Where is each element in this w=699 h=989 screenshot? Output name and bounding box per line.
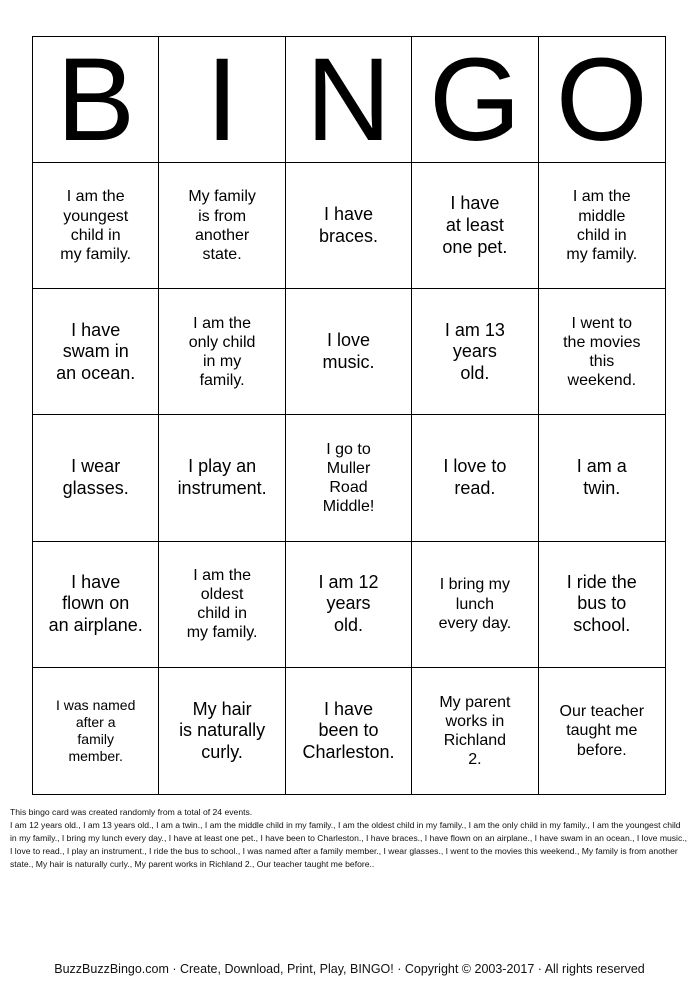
bingo-card bbox=[32, 36, 666, 795]
header-letter-o bbox=[539, 37, 665, 163]
bingo-cell[interactable] bbox=[159, 163, 285, 289]
bingo-cell-text: I went to the movies this weekend. bbox=[563, 314, 641, 390]
bingo-cell[interactable] bbox=[412, 542, 538, 668]
header-letter: O bbox=[555, 37, 648, 164]
bingo-cell-text: I love to read. bbox=[443, 456, 507, 499]
bingo-cell-text: I am 12 years old. bbox=[318, 571, 379, 636]
bingo-cell-text: I have swam in an ocean. bbox=[56, 319, 136, 383]
bingo-cell[interactable] bbox=[286, 163, 412, 289]
bingo-cell[interactable] bbox=[33, 289, 159, 415]
bingo-cell-text: I am the oldest child in my family. bbox=[186, 566, 258, 642]
header-letter: N bbox=[305, 37, 392, 164]
bingo-cell[interactable] bbox=[33, 415, 159, 541]
bingo-cell-text: I have been to Charleston. bbox=[302, 698, 395, 762]
bingo-cell-text: I ride the bus to school. bbox=[566, 571, 637, 636]
bingo-cell-text: I am the middle child in my family. bbox=[566, 188, 638, 263]
header-letter: G bbox=[428, 37, 521, 164]
page-footer: BuzzBuzzBingo.com · Create, Download, Print, Play, BINGO! · Copyright © 2003-2017 · All rights reserved bbox=[54, 962, 645, 976]
bingo-cell[interactable] bbox=[286, 415, 412, 541]
bingo-cell-text: I have flown on an airplane. bbox=[48, 571, 143, 636]
bingo-cell[interactable] bbox=[159, 668, 285, 794]
bingo-cell-text: My parent works in Richland 2. bbox=[439, 693, 511, 769]
bingo-cell-text: I am the only child in my family. bbox=[188, 314, 256, 390]
description-intro: This bingo card was created randomly from a total of 24 events. bbox=[10, 807, 253, 817]
header-letter-b bbox=[33, 37, 159, 163]
bingo-cell[interactable] bbox=[159, 542, 285, 668]
bingo-cell[interactable] bbox=[412, 289, 538, 415]
bingo-cell[interactable] bbox=[412, 415, 538, 541]
bingo-cell-text: I go to Muller Road Middle! bbox=[322, 440, 375, 516]
bingo-cell[interactable] bbox=[539, 668, 665, 794]
bingo-cell[interactable] bbox=[33, 542, 159, 668]
bingo-cell[interactable] bbox=[159, 289, 285, 415]
bingo-cell-text: I am 13 years old. bbox=[444, 319, 505, 383]
bingo-cell[interactable] bbox=[539, 415, 665, 541]
bingo-cell[interactable] bbox=[539, 163, 665, 289]
description-events: I am 12 years old., I am 13 years old., I am a twin., I am the middle child in my family., I am the oldest child in my family., I am the only child in my family., I am the youngest child in my family., I bring my lunch every day., I have at least one pet., I have been to Charleston., I have braces., I have flown on an airplane., I have swam in an ocean., I love music., I love to read., I play an instrument., I ride the bus to school., I was named after a family member., I wear glasses., I went to the movies this weekend., My family is from another state., My hair is naturally curly., My parent works in Richland 2., Our teacher taught me before.. bbox=[10, 820, 688, 869]
bingo-cell-text: My family is from another state. bbox=[188, 188, 256, 263]
card-description bbox=[10, 806, 689, 871]
bingo-cell-text: I play an instrument. bbox=[177, 456, 267, 499]
bingo-cell-text: I was named after a family member. bbox=[56, 697, 136, 764]
header-letter: B bbox=[56, 37, 136, 164]
bingo-cell-text: My hair is naturally curly. bbox=[179, 698, 266, 762]
bingo-cell-text: I have braces. bbox=[318, 204, 378, 246]
header-letter: I bbox=[205, 37, 239, 164]
header-letter-i bbox=[159, 37, 285, 163]
bingo-cell[interactable] bbox=[412, 163, 538, 289]
bingo-cell-text: I am a twin. bbox=[576, 456, 627, 499]
bingo-cell[interactable] bbox=[412, 668, 538, 794]
bingo-cell[interactable] bbox=[33, 668, 159, 794]
bingo-cell-text: I am the youngest child in my family. bbox=[60, 188, 132, 263]
bingo-cell-text: Our teacher taught me before. bbox=[559, 703, 645, 759]
bingo-cell[interactable] bbox=[159, 415, 285, 541]
bingo-cell[interactable] bbox=[33, 163, 159, 289]
bingo-cell-text: I love music. bbox=[322, 330, 375, 372]
bingo-cell[interactable] bbox=[286, 668, 412, 794]
bingo-cell-text: I have at least one pet. bbox=[442, 193, 508, 257]
header-letter-n bbox=[286, 37, 412, 163]
header-letter-g bbox=[412, 37, 538, 163]
bingo-cell[interactable] bbox=[286, 542, 412, 668]
bingo-cell-text: I bring my lunch every day. bbox=[438, 576, 512, 632]
bingo-cell-text: I wear glasses. bbox=[62, 456, 129, 499]
bingo-cell[interactable] bbox=[286, 289, 412, 415]
bingo-cell[interactable] bbox=[539, 542, 665, 668]
bingo-cell[interactable] bbox=[539, 289, 665, 415]
